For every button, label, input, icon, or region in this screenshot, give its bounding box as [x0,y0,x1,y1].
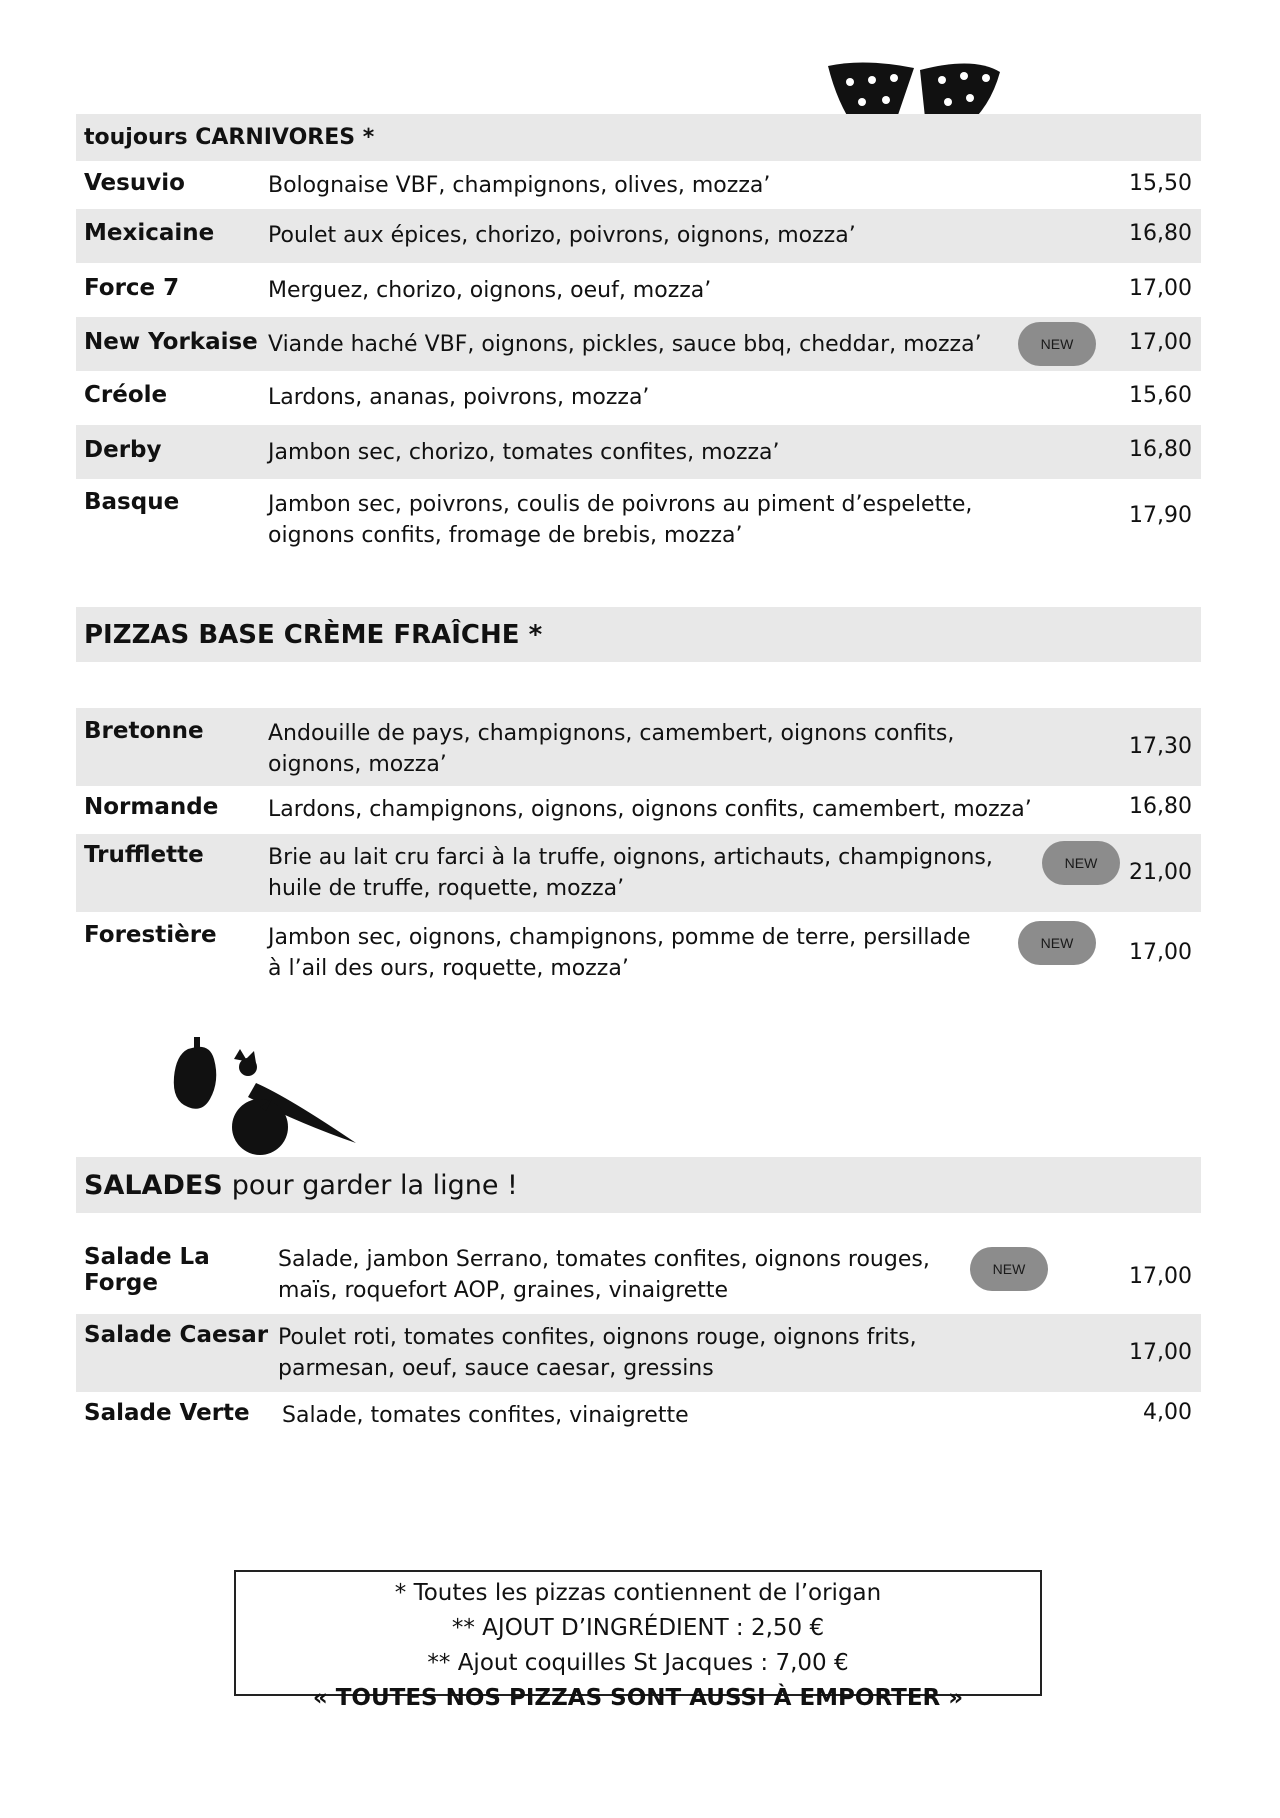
menu-item [76,317,1201,371]
salades-title-bold: SALADES [84,1169,223,1201]
item-price: 15,50 [1129,171,1192,196]
item-price: 16,80 [1129,221,1192,246]
item-price: 16,80 [1129,437,1192,462]
item-name: Force 7 [84,275,180,301]
item-price: 17,00 [1129,330,1192,355]
item-name: Trufflette [84,842,204,868]
item-desc-line: Poulet roti, tomates confites, oignons rouge, oignons frits, [278,1325,917,1350]
item-desc [268,718,1201,780]
item-desc-line: parmesan, oeuf, sauce caesar, gressins [278,1356,714,1381]
note-ajout-coquilles: ** Ajout coquilles St Jacques : 7,00 € [427,1650,849,1676]
creme-title: PIZZAS BASE CRÈME FRAÎCHE * [84,619,543,650]
item-price: 16,80 [1129,794,1192,819]
item-desc-line: Brie au lait cru farci à la truffe, oignons, artichauts, champignons, [268,845,993,870]
item-name: Salade Caesar [84,1322,269,1348]
menu-item [76,263,1201,317]
item-name: Forestière [84,922,217,948]
item-name: Créole [84,382,168,408]
item-name: Derby [84,437,162,463]
salades-section [76,1157,1201,1213]
item-desc [276,1322,1201,1384]
carnivores-header [76,114,1201,161]
item-name: Vesuvio [84,170,185,196]
notes-box [234,1570,1042,1711]
item-name: Salade La Forge [84,1244,210,1296]
item-price: 17,00 [1129,1340,1192,1365]
carnivores-section [76,114,1201,555]
item-desc: Merguez, chorizo, oignons, oeuf, mozza’ [268,278,712,303]
note-origan: * Toutes les pizzas contiennent de l’origan [394,1580,882,1606]
item-desc-line: oignons, mozza’ [268,752,447,777]
item-name: Mexicaine [84,220,215,246]
menu-item [76,479,1201,555]
item-desc: Bolognaise VBF, champignons, olives, mozza’ [268,173,771,198]
item-desc [268,489,1201,551]
note-ajout-ingredient: ** AJOUT D’INGRÉDIENT : 2,50 € [451,1615,825,1641]
item-desc-line: huile de truffe, roquette, mozza’ [268,876,625,901]
new-badge: NEW [1018,322,1096,366]
item-desc: Viande haché VBF, oignons, pickles, sauce bbq, cheddar, mozza’ [268,332,982,357]
salades-header [76,1157,1201,1213]
new-badge: NEW [1018,921,1096,965]
item-name: Salade Verte [84,1400,250,1426]
item-desc-line: maïs, roquefort AOP, graines, vinaigrette [278,1278,729,1303]
item-name: Normande [84,794,219,820]
menu-item [76,1314,1201,1392]
creme-items [76,708,1201,990]
item-desc: Salade, tomates confites, vinaigrette [282,1403,689,1428]
item-price: 17,00 [1129,276,1192,301]
item-desc: Lardons, champignons, oignons, oignons confits, camembert, mozza’ [268,797,1032,822]
new-badge: NEW [970,1247,1048,1291]
menu-item [76,1392,1201,1442]
item-desc: Poulet aux épices, chorizo, poivrons, oignons, mozza’ [268,223,856,248]
item-desc [276,1244,1201,1306]
menu-item [76,371,1201,425]
item-desc: Lardons, ananas, poivrons, mozza’ [268,385,650,410]
menu-item [76,708,1201,786]
item-price: 17,00 [1129,1264,1192,1289]
item-name: Bretonne [84,718,204,744]
new-badge: NEW [1042,841,1120,885]
item-desc: Jambon sec, chorizo, tomates confites, mozza’ [268,440,780,465]
menu-item [76,209,1201,263]
creme-section [76,607,1201,662]
item-name: Basque [84,489,180,515]
menu-item [76,161,1201,209]
item-price: 17,00 [1129,940,1192,965]
item-desc-line: Salade, jambon Serrano, tomates confites, oignons rouges, [278,1247,930,1272]
menu-item [76,834,1201,912]
item-price: 17,90 [1129,503,1192,528]
item-desc-line: Jambon sec, oignons, champignons, pomme de terre, persillade [268,925,971,950]
salades-title-rest: pour garder la ligne ! [231,1169,518,1201]
item-desc-line: à l’ail des ours, roquette, mozza’ [268,956,629,981]
item-price: 4,00 [1143,1400,1192,1425]
item-desc-line: oignons confits, fromage de brebis, mozza’ [268,523,743,548]
vegetables-icon [168,1035,363,1155]
menu-item [76,786,1201,834]
note-emporter: « TOUTES NOS PIZZAS SONT AUSSI À EMPORTER » [312,1685,964,1711]
menu-item [76,912,1201,990]
item-price: 17,30 [1129,734,1192,759]
item-name: New Yorkaise [84,329,258,355]
carnivores-title: toujours CARNIVORES * [84,125,375,150]
item-desc-line: Andouille de pays, champignons, camembert, oignons confits, [268,721,955,746]
item-desc-line: Jambon sec, poivrons, coulis de poivrons au piment d’espelette, [268,492,973,517]
item-price: 15,60 [1129,383,1192,408]
menu-item [76,425,1201,479]
item-price: 21,00 [1129,860,1192,885]
menu-item [76,1236,1201,1314]
salades-items [76,1236,1201,1442]
creme-header [76,607,1201,662]
